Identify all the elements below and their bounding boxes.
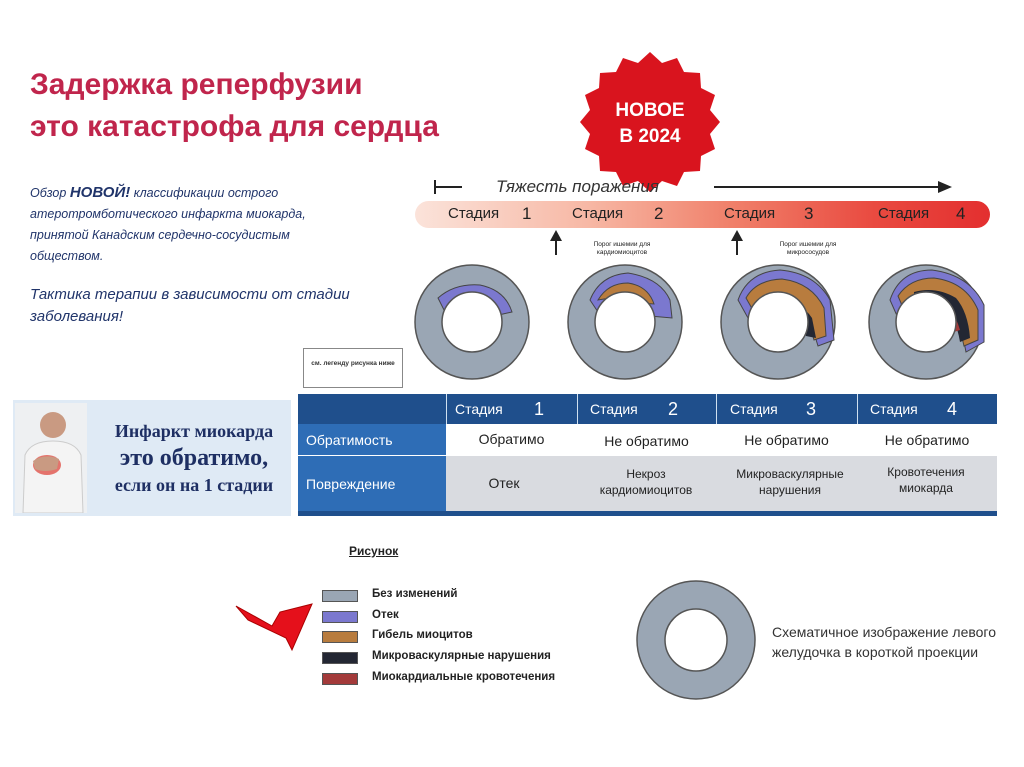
schematic-ring: [637, 581, 755, 699]
table-stage-number-2: 2: [668, 399, 679, 419]
stage-bar-number-2: 2: [654, 204, 664, 223]
badge-line-2: В 2024: [619, 126, 681, 147]
infarct-line-3: если он на 1 стадии: [114, 475, 274, 495]
schematic-caption: Схематичное изображение левого желудочка в короткой проекции: [772, 624, 997, 660]
cell-damage-1: Отек: [488, 475, 520, 491]
severity-arrow-left: [435, 180, 462, 194]
row-label-reversibility: Обратимость: [298, 424, 446, 456]
cell-damage-4: Кровотечения миокарда: [887, 465, 965, 495]
legend-swatch-hemorrhage: [322, 673, 358, 685]
cell-damage-3: Микроваскулярные нарушения: [736, 467, 844, 497]
severity-arrow-right: [714, 181, 952, 193]
patient-image: [15, 403, 87, 513]
table-stage-label-1: Стадия: [455, 401, 503, 417]
cell-damage-2: Некроз кардиомиоцитов: [599, 467, 693, 497]
ring-stage-1: [415, 265, 529, 379]
legend-swatch-myocyte-death: [322, 631, 358, 643]
intro-prefix: Обзор: [30, 186, 70, 200]
legend-note: см. легенду рисунка ниже: [303, 348, 403, 388]
cell-reversibility-2: Не обратимо: [604, 433, 689, 449]
legend-swatch-edema: [322, 611, 358, 623]
threshold-arrow-2: [731, 230, 743, 255]
figure-title: Рисунок: [349, 544, 399, 558]
cell-reversibility-3: Не обратимо: [744, 432, 829, 448]
stage-bar-number-1: 1: [522, 204, 532, 223]
legend-label-myocyte-death: Гибель миоцитов: [372, 629, 473, 641]
ring-stage-3: [721, 265, 835, 379]
intro-rest: классификации острого атеротромботического инфаркта миокарда, принятой Канадским сердечно-сосудистым обществом.: [30, 186, 306, 263]
legend-label-microvascular: Микроваскулярные нарушения: [372, 650, 551, 662]
severity-label: Тяжесть поражения: [496, 177, 659, 196]
table-stage-label-2: Стадия: [590, 401, 638, 417]
threshold-cardiomyocytes: Порог ишемии для кардиомиоцитов: [593, 241, 651, 256]
stage-bar-label-2: Стадия: [572, 205, 624, 222]
header-divider-3: [716, 394, 717, 424]
new-badge: [580, 98, 720, 150]
stage-bar-number-3: 3: [804, 204, 814, 223]
table-stage-label-3: Стадия: [730, 401, 778, 417]
infarct-line-1: Инфаркт миокарда: [114, 421, 274, 441]
table-stage-number-4: 4: [947, 399, 958, 419]
legend-label-unchanged: Без изменений: [372, 588, 458, 600]
table-stage-number-1: 1: [534, 399, 545, 419]
row-label-damage: Повреждение: [298, 456, 446, 511]
table-stage-label-4: Стадия: [870, 401, 918, 417]
table-bottom-border: [298, 511, 997, 516]
stage-bar-label-1: Стадия: [448, 205, 500, 222]
title-line-2: это катастрофа для сердца: [30, 110, 439, 143]
tactic-text: Тактика терапии в зависимости от стадии заболевания!: [30, 286, 350, 325]
header-divider-2: [577, 394, 578, 424]
infarct-card-text: [95, 419, 293, 497]
infarct-line-2: это обратимо,: [119, 445, 269, 471]
stage-bar-number-4: 4: [956, 204, 966, 223]
stage-bar-label-4: Стадия: [878, 205, 930, 222]
cell-reversibility-1: Обратимо: [478, 431, 545, 447]
legend-label-edema: Отек: [372, 609, 399, 621]
header-divider-1: [446, 394, 447, 424]
legend-swatch-microvascular: [322, 652, 358, 664]
threshold-microvessels: Порог ишемии для микрососудов: [779, 241, 837, 256]
ring-stage-2: [568, 265, 682, 379]
ring-stage-4: [869, 265, 984, 379]
header-divider-4: [857, 394, 858, 424]
threshold-arrow-1: [550, 230, 562, 255]
stage-bar-label-3: Стадия: [724, 205, 776, 222]
legend-label-hemorrhage: Миокардиальные кровотечения: [372, 671, 556, 683]
table-stage-number-3: 3: [806, 399, 817, 419]
badge-line-1: НОВОЕ: [615, 100, 685, 121]
cell-reversibility-4: Не обратимо: [884, 432, 970, 448]
red-arrow-3: [236, 604, 312, 650]
legend-swatch-unchanged: [322, 590, 358, 602]
title-line-1: Задержка реперфузии: [30, 68, 363, 101]
intro-highlight: НОВОЙ!: [69, 184, 131, 201]
